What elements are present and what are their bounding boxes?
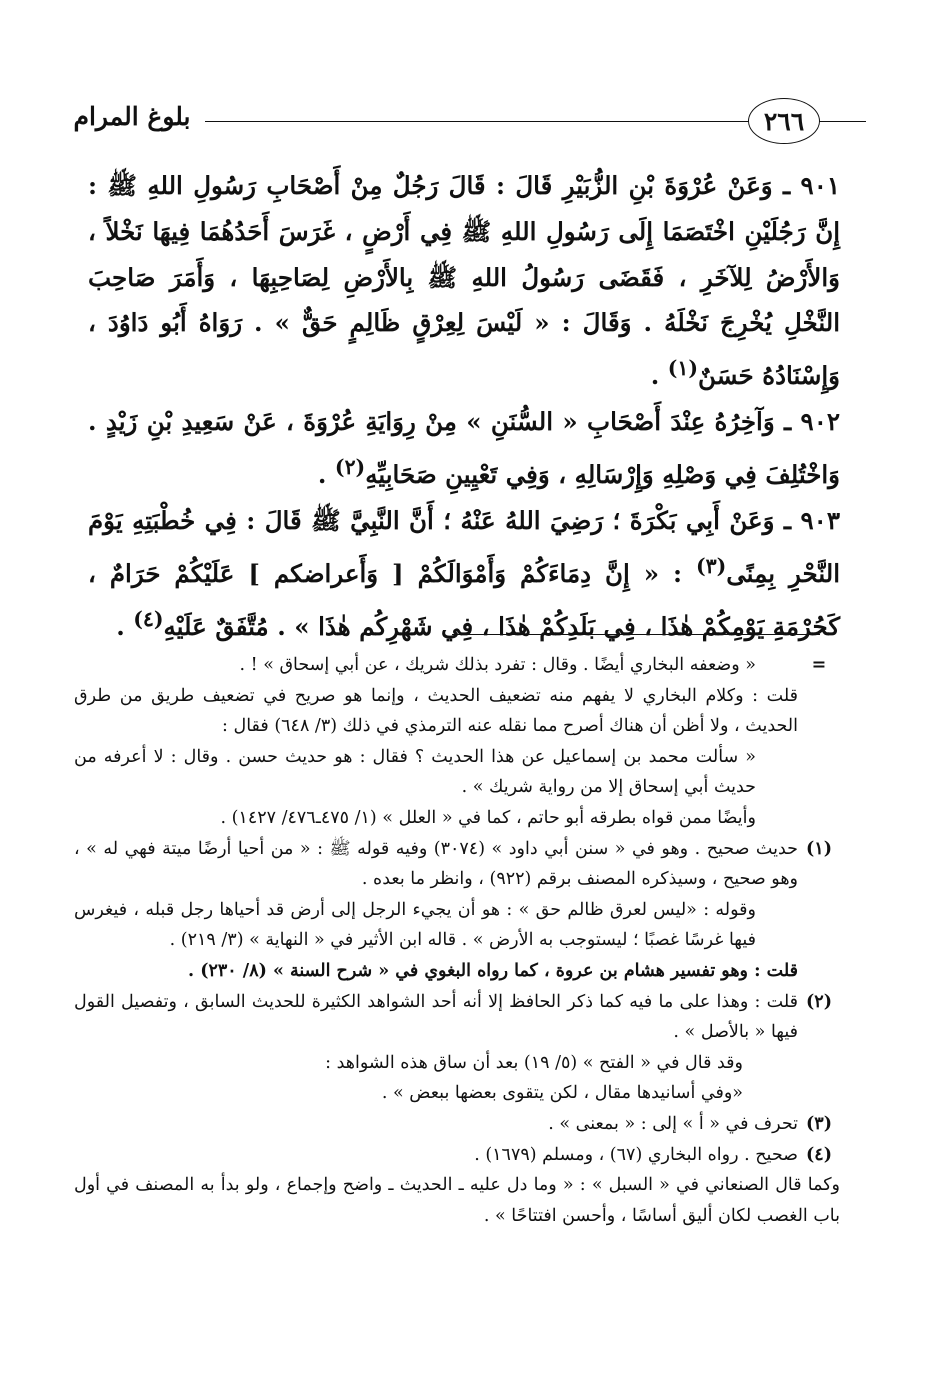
footnote-line: قلت : وكلام البخاري لا يفهم منه تضعيف الحديث ، وإنما هو صريح في تضعيف طريق من طرق الحديث ، ولا أظن أن هناك أصرح مما نقله عنه الترمذي في ذلك (٣/ ٦٤٨) فقال : <box>74 685 798 737</box>
footnote-paragraph: وقوله : «ليس لعرق ظالم حق » : هو أن يجيء الرجل إلى أرض قد أحياها رجل قبله ، فيغرس فيها غرسًا غصبًا ؛ ليستوجب به الأرض » . قاله ابن الأثير في « النهاية » (٣/ ٢١٩) . <box>74 899 756 951</box>
hadith-903 <box>88 498 840 650</box>
footnote-marker: (٤) <box>806 1144 832 1165</box>
hadith-text: ـ وَعَنْ أَبِي بَكْرَةَ ؛ رَضِيَ اللهُ عَنْهُ ؛ أَنَّ النَّبِيَّ ﷺ قَالَ : فِي خُطْبَتِهِ يَوْمَ النَّحْرِ بِمِنًى <box>88 505 841 588</box>
hadith-number: ٩٠١ <box>800 171 841 200</box>
footnote-paragraph: وقد قال في « الفتح » (٥/ ١٩) بعد أن ساق هذه الشواهد : <box>325 1052 743 1073</box>
footnote-2 <box>74 987 840 1109</box>
footnote-continuation <box>74 650 840 834</box>
footnote-line: « وضعفه البخاري أيضًا . وقال : تفرد بذلك شريك ، عن أبي إسحاق » ! . <box>239 655 756 675</box>
hadith-901 <box>88 163 840 399</box>
footnotes <box>74 650 840 1231</box>
footnote-ref: (٣) <box>695 553 727 578</box>
footnote-paragraph: حديث صحيح . وهو في « سنن أبي داود » (٣٠٧٤) وفيه قوله ﷺ : « من أحيا أرضًا ميتة فهي له » ، وهو صحيح ، وسيذكره المصنف برقم (٩٢٢) ، وانظر ما بعده . <box>74 838 798 890</box>
footnote-ref: (٢) <box>334 454 366 479</box>
hadith-text: ـ وَعَنْ عُرْوَةَ بْنِ الزُّبَيْرِ قَالَ : قَالَ رَجُلٌ مِنْ أَصْحَابِ رَسُولِ اللهِ ﷺ : إِنَّ رَجُلَيْنِ اخْتَصَمَا إِلَى رَسُولِ اللهِ ﷺ فِي أَرْضٍ ، غَرَسَ أَحَدُهُمَا فِيهَا نَخْلاً ، وَالأَرْضُ لِلآخَرِ ، فَقَضَى رَسُولُ اللهِ ﷺ بِالأَرْضِ لِصَاحِبِهَا ، وَأَمَرَ صَاحِبَ النَّخْلِ يُخْرِجَ نَخْلَهُ . وَقَالَ : « لَيْسَ لِعِرْقٍ ظَالِمٍ حَقٌّ » . رَوَاهُ أَبُو دَاوُدَ ، وَإِسْنَادُهُ حَسَنٌ <box>88 171 840 391</box>
footnote-paragraph: تحرف في « أ » إلى : « بمعنى » . <box>548 1113 798 1134</box>
footnote-separator <box>452 634 820 635</box>
footnote-4-cont <box>74 1170 840 1231</box>
footnote-line: وأيضًا ممن قواه بطرقه أبو حاتم ، كما في « العلل » (١/ ٤٧٥ـ٤٧٦/ ١٤٢٧) . <box>220 807 756 828</box>
footnote-4 <box>74 1140 840 1171</box>
footnote-line: « سألت محمد بن إسماعيل عن هذا الحديث ؟ فقال : هو حديث حسن . وقال : لا أعرفه من حديث أبي إسحاق إلا من رواية شريك » . <box>74 746 756 798</box>
hadith-number: ٩٠٢ <box>800 407 841 437</box>
footnote-ref: (٤) <box>133 606 164 631</box>
main-text <box>88 163 840 650</box>
continuation-marker: = <box>811 655 827 675</box>
hadith-text: ـ وَآخِرُهُ عِنْدَ أَصْحَابِ « السُّنَنِ » مِنْ رِوَايَةِ عُرْوَةَ ، عَنْ سَعِيدِ بْنِ زَيْدٍ . وَاخْتُلِفَ فِي وَصْلِهِ وَإِرْسَالِهِ ، وَفِي تَعْيِينِ صَحَابِيِّهِ <box>88 407 840 490</box>
book-title: بلوغ المرام <box>73 102 191 131</box>
footnote-1 <box>74 834 840 987</box>
footnote-paragraph: وكما قال الصنعاني في « السبل » : « وما دل عليه ـ الحديث ـ واضح وإجماع ، ولو بدأ به المصنف في أول باب الغصب لكان أليق أساسًا ، وأحسن افتتاحًا » . <box>74 1175 840 1226</box>
hadith-end: . <box>650 361 668 391</box>
hadith-text-cont: : « إِنَّ دِمَاءَكُمْ وَأَمْوَالَكُمْ [ وَأَعراضكم ] عَلَيْكُمْ حَرَامٌ ، كَحُرْمَةِ يَوْمِكُمْ هٰذَا ، فِي بَلَدِكُمْ هٰذَا ، فِي شَهْرِكُم هٰذَا » . مُتَّفَقٌ عَلَيْهِ <box>88 558 840 641</box>
hadith-end: . <box>317 460 335 490</box>
footnote-marker: (١) <box>806 838 832 859</box>
footnote-paragraph: صحيح . رواه البخاري (٦٧) ، ومسلم (١٦٧٩) . <box>474 1144 798 1165</box>
footnote-marker: (٢) <box>806 991 832 1012</box>
page-number: ٢٦٦ <box>748 98 820 144</box>
hadith-number: ٩٠٣ <box>800 505 840 535</box>
hadith-end: . <box>116 611 134 641</box>
footnote-3 <box>74 1109 840 1140</box>
footnote-paragraph: «وفي أسانيدها مقال ، لكن يتقوى بعضها ببعض » . <box>381 1083 743 1104</box>
footnote-paragraph: قلت : وهذا على ما فيه كما ذكر الحافظ إلا أنه أحد الشواهد الكثيرة للحديث السابق ، وتفصيل القول فيها « بالأصل » . <box>74 991 798 1043</box>
hadith-902 <box>88 399 840 498</box>
footnote-paragraph: قلت : وهو تفسير هشام بن عروة ، كما رواه البغوي في « شرح السنة » (٨/ ٢٣٠) . <box>188 960 798 981</box>
footnote-ref: (١) <box>667 356 699 381</box>
footnote-marker: (٣) <box>806 1113 832 1134</box>
